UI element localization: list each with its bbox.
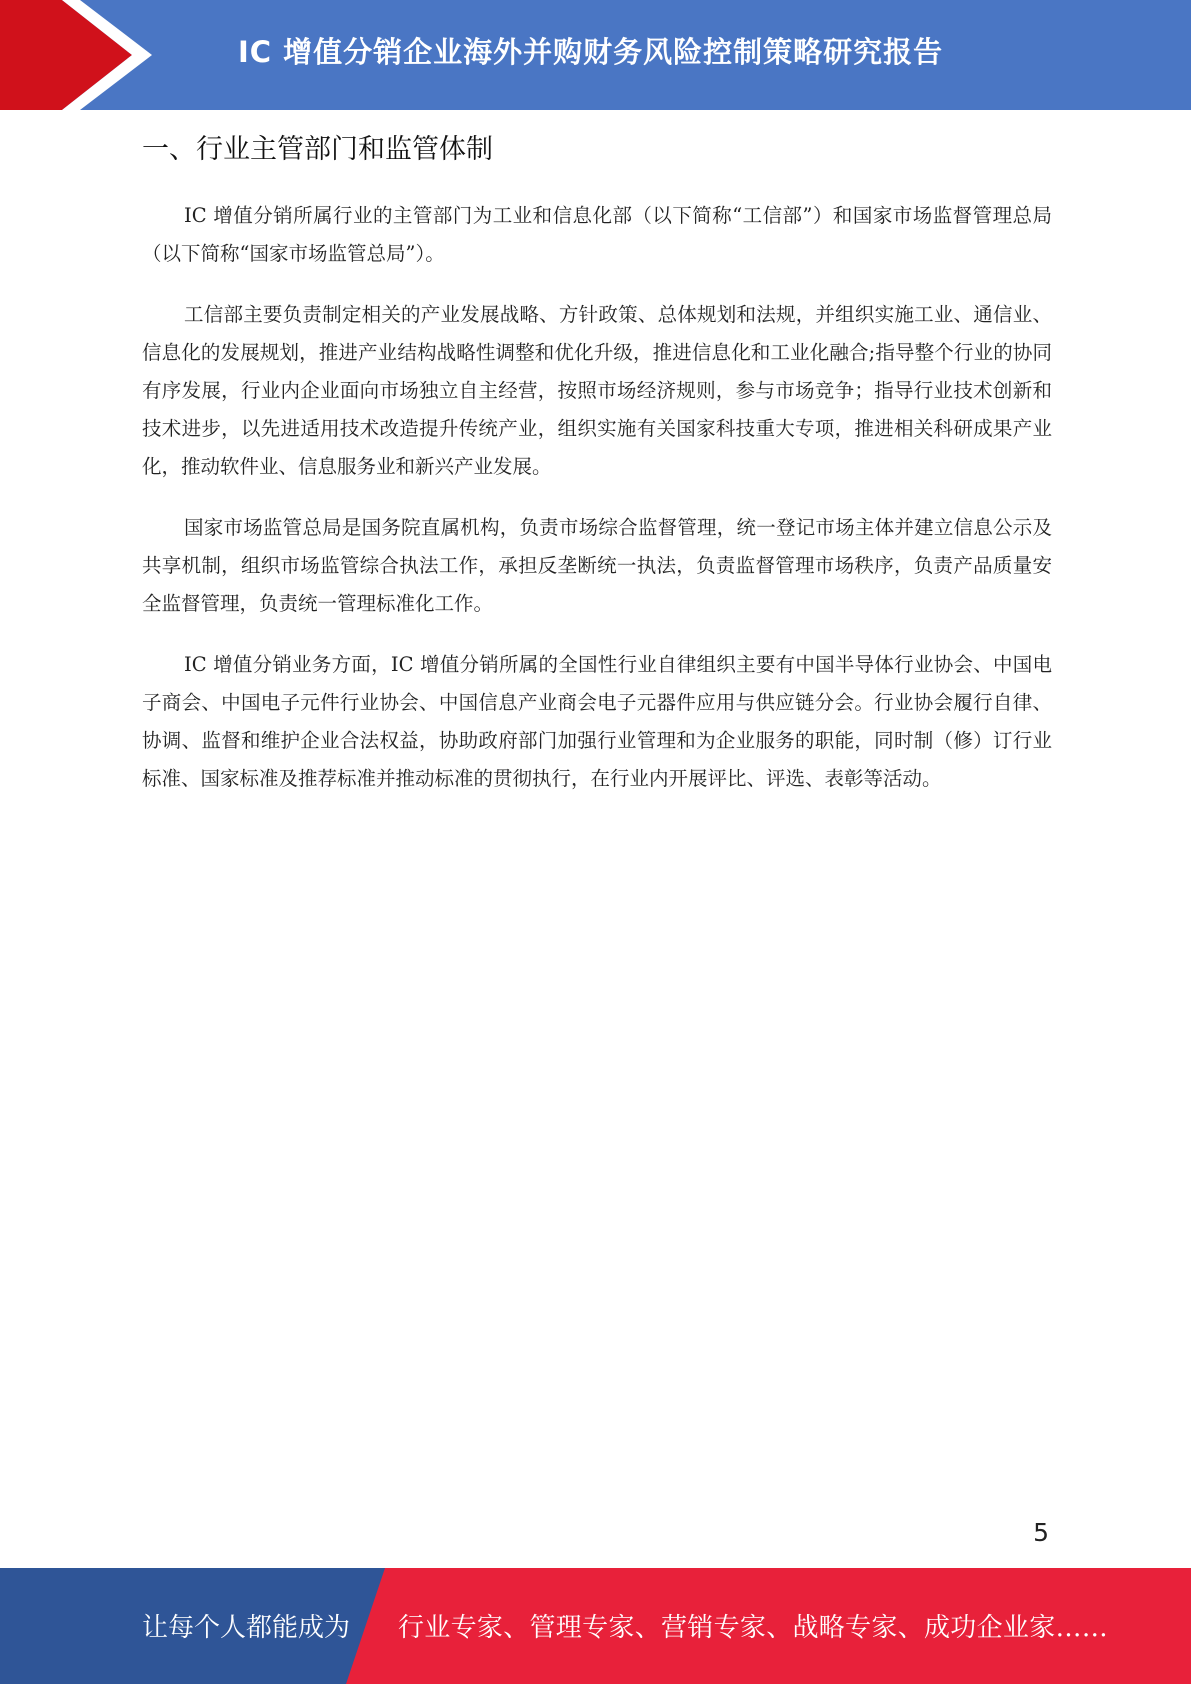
body-text: [142, 197, 1052, 821]
page-number: 5: [1033, 1518, 1049, 1547]
footer-slogan-right: 行业专家、管理专家、营销专家、战略专家、成功企业家……: [398, 1613, 1109, 1643]
paragraph: 工信部主要负责制定相关的产业发展战略、方针政策、总体规划和法规，并组织实施工业、通信业、信息化的发展规划，推进产业结构战略性调整和优化升级，推进信息化和工业化融合;指导整个行业的协同有序发展，行业内企业面向市场独立自主经营，按照市场经济规则，参与市场竞争；指导行业技术创新和技术进步，以先进适用技术改造提升传统产业，组织实施有关国家科技重大专项，推进相关科研成果产业化，推动软件业、信息服务业和新兴产业发展。: [142, 303, 1052, 478]
header-banner: [0, 0, 1191, 110]
paragraph: 国家市场监管总局是国务院直属机构，负责市场综合监督管理，统一登记市场主体并建立信息公示及共享机制，组织市场监管综合执法工作，承担反垄断统一执法，负责监督管理市场秩序，负责产品质量安全监督管理，负责统一管理标准化工作。: [142, 516, 1052, 615]
footer-slogan-left: 让每个人都能成为: [142, 1613, 351, 1643]
paragraph: IC 增值分销业务方面，IC 增值分销所属的全国性行业自律组织主要有中国半导体行业协会、中国电子商会、中国电子元件行业协会、中国信息产业商会电子元器件应用与供应链分会。行业协会履行自律、协调、监督和维护企业合法权益，协助政府部门加强行业管理和为企业服务的职能，同时制（修）订行业标准、国家标准及推荐标准并推动标准的贯彻执行，在行业内开展评比、评选、表彰等活动。: [142, 653, 1052, 790]
section-title: 一、行业主管部门和监管体制: [142, 134, 493, 165]
header-arrow-icon: [0, 0, 160, 110]
paragraph: IC 增值分销所属行业的主管部门为工业和信息化部（以下简称“工信部”）和国家市场监督管理总局（以下简称“国家市场监管总局”）。: [142, 204, 1052, 265]
footer-banner: [0, 1568, 1191, 1684]
report-title: IC 增值分销企业海外并购财务风险控制策略研究报告: [238, 35, 944, 69]
